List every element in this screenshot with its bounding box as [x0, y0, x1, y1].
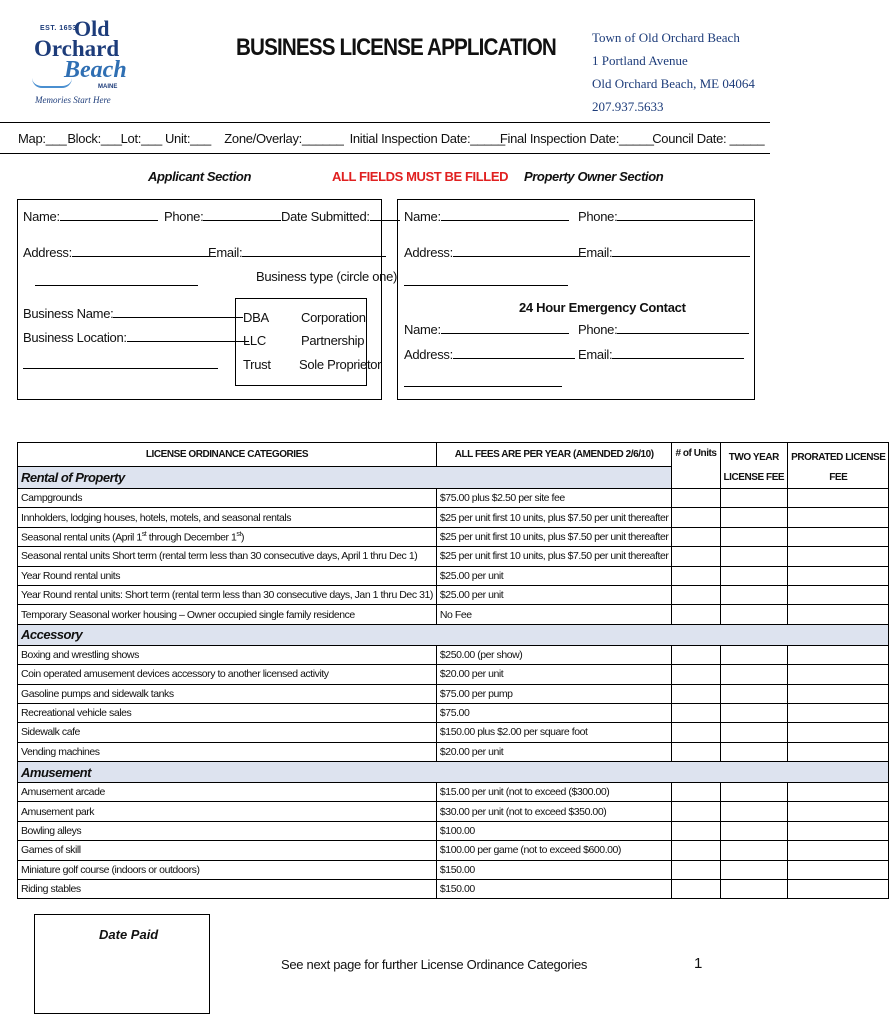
- rental-category-cell: Seasonal rental units Short term (rental term less than 30 consecutive days, April 1 thru Dec 1): [18, 547, 437, 566]
- date-submitted-label: Date Submitted:: [281, 209, 370, 224]
- logo-maine: MAINE: [98, 84, 118, 90]
- town-phone: 207.937.5633: [592, 99, 664, 114]
- two-year-fee-cell[interactable]: [720, 645, 788, 664]
- rental-fee-cell: No Fee: [436, 605, 672, 624]
- prorated-fee-cell[interactable]: [788, 742, 889, 761]
- emergency-phone-field[interactable]: [578, 322, 749, 337]
- header-two-year-line-2: LICENSE FEE: [723, 472, 785, 483]
- owner-address-field[interactable]: [404, 245, 579, 260]
- prorated-fee-cell[interactable]: [788, 802, 889, 821]
- business-location-field[interactable]: [23, 330, 249, 345]
- amusement-category-cell: Games of skill: [18, 841, 437, 860]
- applicant-address-label: Address:: [23, 245, 72, 260]
- units-cell[interactable]: [672, 645, 720, 664]
- emergency-name-field[interactable]: [404, 322, 569, 337]
- business-name-label: Business Name:: [23, 306, 114, 321]
- amusement-category-cell: Miniature golf course (indoors or outdoors): [18, 860, 437, 879]
- amusement-fee-cell: $150.00: [436, 860, 672, 879]
- prorated-fee-cell[interactable]: [788, 508, 889, 527]
- logo-orchard: Orchard: [34, 36, 120, 61]
- two-year-fee-cell[interactable]: [720, 489, 788, 508]
- owner-email-field[interactable]: [578, 245, 750, 260]
- accessory-fee-cell: $75.00: [436, 703, 672, 722]
- table-row: [18, 821, 889, 840]
- accessory-category-cell: Sidewalk cafe: [18, 723, 437, 742]
- logo-beach: Beach: [64, 57, 127, 83]
- table-row: [18, 802, 889, 821]
- town-line-2: 1 Portland Avenue: [592, 53, 688, 68]
- units-cell[interactable]: [672, 547, 720, 566]
- business-location-label: Business Location:: [23, 330, 127, 345]
- required-notice: ALL FIELDS MUST BE FILLED: [332, 169, 509, 184]
- rental-category-cell: Year Round rental units: Short term (rental term less than 30 consecutive days, Jan 1 thru Dec 31): [18, 585, 437, 604]
- header-fees: ALL FEES ARE PER YEAR (AMENDED 2/6/10): [436, 443, 672, 467]
- units-cell[interactable]: [672, 508, 720, 527]
- map-row-divider: [0, 153, 770, 154]
- table-row: [18, 566, 889, 585]
- accessory-category-cell: Recreational vehicle sales: [18, 703, 437, 722]
- table-row: [18, 489, 889, 508]
- two-year-fee-cell[interactable]: [720, 527, 788, 546]
- prorated-fee-cell[interactable]: [788, 605, 889, 624]
- type-corporation[interactable]: Corporation: [301, 310, 366, 325]
- amusement-fee-cell: $150.00: [436, 880, 672, 899]
- applicant-name-field[interactable]: [23, 209, 158, 224]
- accessory-category-cell: Gasoline pumps and sidewalk tanks: [18, 684, 437, 703]
- logo-est: EST. 1653: [40, 25, 77, 32]
- owner-phone-label: Phone:: [578, 209, 618, 224]
- header-prorated-line-2: FEE: [829, 472, 848, 483]
- table-row: [18, 783, 889, 802]
- table-row: [18, 860, 889, 879]
- units-cell[interactable]: [672, 585, 720, 604]
- date-paid-box: [34, 914, 210, 1014]
- prorated-fee-cell[interactable]: [788, 527, 889, 546]
- rental-category-cell: Innholders, lodging houses, hotels, motels, and seasonal rentals: [18, 508, 437, 527]
- amusement-fee-cell: $15.00 per unit (not to exceed ($300.00): [436, 783, 672, 802]
- amusement-category-cell: Bowling alleys: [18, 821, 437, 840]
- applicant-section-title: Applicant Section: [148, 169, 251, 184]
- emergency-name-label: Name:: [404, 322, 441, 337]
- accessory-fee-cell: $250.00 (per show): [436, 645, 672, 664]
- prorated-fee-cell[interactable]: [788, 880, 889, 899]
- type-trust[interactable]: Trust: [243, 357, 271, 372]
- table-row: [18, 723, 889, 742]
- prorated-fee-cell[interactable]: [788, 585, 889, 604]
- rental-category-cell: Campgrounds: [18, 489, 437, 508]
- header-two-year: [720, 443, 788, 489]
- amusement-category-cell: Amusement arcade: [18, 783, 437, 802]
- town-address: [592, 26, 755, 118]
- table-row: [18, 880, 889, 899]
- table-row: [18, 527, 889, 546]
- final-inspection-field[interactable]: Final Inspection Date:_____: [499, 131, 654, 146]
- table-row: [18, 645, 889, 664]
- units-cell[interactable]: [672, 802, 720, 821]
- units-cell[interactable]: [672, 605, 720, 624]
- two-year-fee-cell[interactable]: [720, 684, 788, 703]
- two-year-fee-cell[interactable]: [720, 821, 788, 840]
- two-year-fee-cell[interactable]: [720, 665, 788, 684]
- prorated-fee-cell[interactable]: [788, 645, 889, 664]
- header-prorated-line-1: PRORATED LICENSE: [791, 452, 886, 463]
- logo-old: Old: [74, 16, 110, 41]
- type-partnership[interactable]: Partnership: [301, 333, 365, 348]
- units-cell[interactable]: [672, 821, 720, 840]
- emergency-phone-label: Phone:: [578, 322, 618, 337]
- category-accessory-title: Accessory: [18, 624, 889, 645]
- rental-fee-cell: $25 per unit first 10 units, plus $7.50 per unit thereafter: [436, 547, 672, 566]
- table-row: [18, 703, 889, 722]
- rental-category-cell: Temporary Seasonal worker housing – Owner occupied single family residence: [18, 605, 437, 624]
- rental-fee-cell: $75.00 plus $2.50 per site fee: [436, 489, 672, 508]
- footer-note: See next page for further License Ordinance Categories: [281, 957, 588, 972]
- zone-field[interactable]: Zone/Overlay:______: [224, 131, 344, 146]
- table-row: [18, 508, 889, 527]
- rental-category-cell: Year Round rental units: [18, 566, 437, 585]
- two-year-fee-cell[interactable]: [720, 802, 788, 821]
- units-cell[interactable]: [672, 841, 720, 860]
- amusement-category-cell: Riding stables: [18, 880, 437, 899]
- applicant-name-label: Name:: [23, 209, 60, 224]
- owner-name-label: Name:: [404, 209, 441, 224]
- emergency-email-label: Email:: [578, 347, 613, 362]
- prorated-fee-cell[interactable]: [788, 665, 889, 684]
- business-type-label: Business type (circle one): [256, 269, 398, 284]
- accessory-category-cell: Coin operated amusement devices accessory to another licensed activity: [18, 665, 437, 684]
- two-year-fee-cell[interactable]: [720, 783, 788, 802]
- accessory-fee-cell: $75.00 per pump: [436, 684, 672, 703]
- license-categories-table: [17, 442, 889, 899]
- two-year-fee-cell[interactable]: [720, 547, 788, 566]
- units-cell[interactable]: [672, 665, 720, 684]
- table-row: [18, 585, 889, 604]
- amusement-category-cell: Amusement park: [18, 802, 437, 821]
- applicant-phone-field[interactable]: [164, 209, 281, 224]
- map-row: [18, 131, 764, 146]
- units-cell[interactable]: [672, 684, 720, 703]
- page-title: BUSINESS LICENSE APPLICATION: [236, 34, 556, 61]
- type-llc[interactable]: LLC: [243, 333, 266, 348]
- category-row-amusement: [18, 762, 889, 783]
- two-year-fee-cell[interactable]: [720, 841, 788, 860]
- table-row: [18, 547, 889, 566]
- owner-address-line-2[interactable]: [404, 285, 568, 286]
- town-line-3: Old Orchard Beach, ME 04064: [592, 76, 755, 91]
- two-year-fee-cell[interactable]: [720, 742, 788, 761]
- prorated-fee-cell[interactable]: [788, 489, 889, 508]
- business-location-line-2[interactable]: [23, 368, 218, 369]
- units-cell[interactable]: [672, 783, 720, 802]
- category-amusement-title: Amusement: [18, 762, 889, 783]
- two-year-fee-cell[interactable]: [720, 508, 788, 527]
- applicant-phone-label: Phone:: [164, 209, 204, 224]
- town-line-1: Town of Old Orchard Beach: [592, 30, 740, 45]
- unit-field[interactable]: Unit:___: [164, 131, 211, 146]
- applicant-address-field[interactable]: [23, 245, 210, 260]
- prorated-fee-cell[interactable]: [788, 566, 889, 585]
- prorated-fee-cell[interactable]: [788, 684, 889, 703]
- date-paid-label: Date Paid: [99, 927, 159, 942]
- top-divider: [0, 122, 770, 123]
- amusement-fee-cell: $100.00: [436, 821, 672, 840]
- units-cell[interactable]: [672, 860, 720, 879]
- units-cell[interactable]: [672, 742, 720, 761]
- type-sole-proprietor[interactable]: Sole Proprietor: [299, 357, 382, 372]
- two-year-fee-cell[interactable]: [720, 723, 788, 742]
- table-row: [18, 742, 889, 761]
- two-year-fee-cell[interactable]: [720, 880, 788, 899]
- units-cell[interactable]: [672, 527, 720, 546]
- lot-field[interactable]: Lot:___: [120, 131, 162, 146]
- owner-section-title: Property Owner Section: [524, 169, 664, 184]
- accessory-fee-cell: $150.00 plus $2.00 per square foot: [436, 723, 672, 742]
- two-year-fee-cell[interactable]: [720, 703, 788, 722]
- two-year-fee-cell[interactable]: [720, 860, 788, 879]
- two-year-fee-cell[interactable]: [720, 566, 788, 585]
- table-row: [18, 684, 889, 703]
- council-date-field[interactable]: Council Date: _____: [652, 131, 765, 146]
- rental-fee-cell: $25.00 per unit: [436, 585, 672, 604]
- rental-category-cell: Seasonal rental units (April 1st through December 1st): [18, 527, 437, 546]
- block-field[interactable]: Block:___: [67, 131, 122, 146]
- owner-name-field[interactable]: [404, 209, 569, 224]
- emergency-email-field[interactable]: [578, 347, 744, 362]
- amusement-fee-cell: $30.00 per unit (not to exceed $350.00): [436, 802, 672, 821]
- two-year-fee-cell[interactable]: [720, 605, 788, 624]
- emergency-address-line-2[interactable]: [404, 386, 562, 387]
- prorated-fee-cell[interactable]: [788, 547, 889, 566]
- rental-fee-cell: $25 per unit first 10 units, plus $7.50 per unit thereafter: [436, 527, 672, 546]
- prorated-fee-cell[interactable]: [788, 821, 889, 840]
- header-prorated: [788, 443, 889, 489]
- date-submitted-field[interactable]: [281, 209, 400, 224]
- accessory-fee-cell: $20.00 per unit: [436, 742, 672, 761]
- owner-address-label: Address:: [404, 245, 453, 260]
- two-year-fee-cell[interactable]: [720, 585, 788, 604]
- owner-email-label: Email:: [578, 245, 613, 260]
- applicant-email-field[interactable]: [208, 245, 386, 260]
- prorated-fee-cell[interactable]: [788, 841, 889, 860]
- accessory-fee-cell: $20.00 per unit: [436, 665, 672, 684]
- table-row: [18, 605, 889, 624]
- address-line-2[interactable]: [35, 285, 198, 286]
- prorated-fee-cell[interactable]: [788, 860, 889, 879]
- units-cell[interactable]: [672, 723, 720, 742]
- emergency-address-field[interactable]: [404, 347, 575, 362]
- emergency-contact-title: 24 Hour Emergency Contact: [519, 300, 686, 315]
- units-cell[interactable]: [672, 566, 720, 585]
- type-dba[interactable]: DBA: [243, 310, 269, 325]
- owner-phone-field[interactable]: [578, 209, 753, 224]
- category-rental-title: Rental of Property: [18, 466, 672, 488]
- header-units: # of Units: [672, 443, 720, 489]
- rental-fee-cell: $25 per unit first 10 units, plus $7.50 per unit thereafter: [436, 508, 672, 527]
- emergency-address-label: Address:: [404, 347, 453, 362]
- initial-inspection-field[interactable]: Initial Inspection Date:_____: [349, 131, 505, 146]
- accessory-category-cell: Vending machines: [18, 742, 437, 761]
- rental-fee-cell: $25.00 per unit: [436, 566, 672, 585]
- units-cell[interactable]: [672, 489, 720, 508]
- page-number: 1: [694, 955, 703, 972]
- map-field[interactable]: Map:___: [18, 131, 67, 146]
- units-cell[interactable]: [672, 703, 720, 722]
- table-header-row: [18, 443, 889, 467]
- table-row: [18, 665, 889, 684]
- prorated-fee-cell[interactable]: [788, 703, 889, 722]
- category-row-accessory: [18, 624, 889, 645]
- prorated-fee-cell[interactable]: [788, 723, 889, 742]
- town-logo: [18, 18, 128, 114]
- logo-tagline: Memories Start Here: [35, 95, 111, 105]
- applicant-email-label: Email:: [208, 245, 243, 260]
- table-row: [18, 841, 889, 860]
- amusement-fee-cell: $100.00 per game (not to exceed $600.00): [436, 841, 672, 860]
- units-cell[interactable]: [672, 880, 720, 899]
- header-two-year-line-1: TWO YEAR: [728, 452, 779, 463]
- accessory-category-cell: Boxing and wrestling shows: [18, 645, 437, 664]
- business-name-field[interactable]: [23, 306, 243, 321]
- header-categories: LICENSE ORDINANCE CATEGORIES: [18, 443, 437, 467]
- prorated-fee-cell[interactable]: [788, 783, 889, 802]
